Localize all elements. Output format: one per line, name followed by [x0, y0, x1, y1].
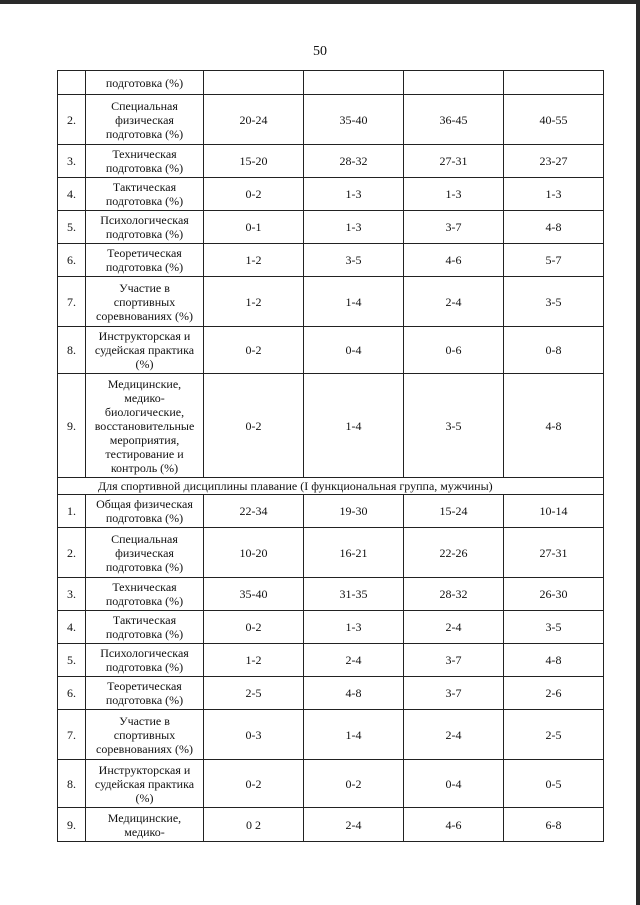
- cell-value: 2-4: [404, 611, 504, 644]
- row-category: Участие в спортивных соревнованиях (%): [86, 710, 204, 760]
- row-number: 7.: [58, 277, 86, 327]
- row-number: 6.: [58, 677, 86, 710]
- cell-value: 1-3: [304, 178, 404, 211]
- cell-value: 22-34: [204, 495, 304, 528]
- row-category: Теоретическая подготовка (%): [86, 677, 204, 710]
- page-number: 50: [313, 44, 327, 59]
- row-category: Психологическая подготовка (%): [86, 211, 204, 244]
- table-row: [58, 677, 604, 710]
- row-number: 9.: [58, 808, 86, 842]
- row-number: 8.: [58, 760, 86, 808]
- cell-value: 1-2: [204, 277, 304, 327]
- cell-value: 2-5: [204, 677, 304, 710]
- cell-value: 1-2: [204, 644, 304, 677]
- row-number: 4.: [58, 611, 86, 644]
- cell-value: 0-2: [204, 611, 304, 644]
- cell-value: 0-5: [504, 760, 604, 808]
- cell-value: [504, 71, 604, 95]
- row-category: Специальная физическая подготовка (%): [86, 95, 204, 145]
- cell-value: 0-8: [504, 327, 604, 374]
- table-row: [58, 277, 604, 327]
- row-category: Тактическая подготовка (%): [86, 611, 204, 644]
- table-row: [58, 528, 604, 578]
- row-category: Тактическая подготовка (%): [86, 178, 204, 211]
- cell-value: 4-8: [504, 644, 604, 677]
- row-category: Теоретическая подготовка (%): [86, 244, 204, 277]
- row-category: Психологическая подготовка (%): [86, 644, 204, 677]
- cell-value: 0-2: [204, 760, 304, 808]
- cell-value: 1-3: [304, 611, 404, 644]
- cell-value: 1-4: [304, 374, 404, 478]
- cell-value: 1-4: [304, 710, 404, 760]
- table-row: [58, 71, 604, 95]
- table-row: [58, 178, 604, 211]
- cell-value: 1-2: [204, 244, 304, 277]
- row-number: 3.: [58, 578, 86, 611]
- row-number: 1.: [58, 495, 86, 528]
- cell-value: 36-45: [404, 95, 504, 145]
- table-row: [58, 611, 604, 644]
- cell-value: 31-35: [304, 578, 404, 611]
- cell-value: 1-3: [404, 178, 504, 211]
- cell-value: 6-8: [504, 808, 604, 842]
- cell-value: [404, 71, 504, 95]
- cell-value: 4-8: [504, 374, 604, 478]
- cell-value: 1-3: [304, 211, 404, 244]
- cell-value: 27-31: [404, 145, 504, 178]
- row-number: 8.: [58, 327, 86, 374]
- cell-value: 2-4: [304, 808, 404, 842]
- row-number: 5.: [58, 211, 86, 244]
- cell-value: 0-3: [204, 710, 304, 760]
- row-category: Участие в спортивных соревнованиях (%): [86, 277, 204, 327]
- row-number: [58, 71, 86, 95]
- cell-value: 0 2: [204, 808, 304, 842]
- cell-value: 15-24: [404, 495, 504, 528]
- row-number: 5.: [58, 644, 86, 677]
- cell-value: 26-30: [504, 578, 604, 611]
- row-number: 3.: [58, 145, 86, 178]
- cell-value: 40-55: [504, 95, 604, 145]
- cell-value: 1-4: [304, 277, 404, 327]
- row-category: Инструкторская и судейская практика (%): [86, 760, 204, 808]
- cell-value: 2-5: [504, 710, 604, 760]
- cell-value: 0-6: [404, 327, 504, 374]
- cell-value: 0-4: [404, 760, 504, 808]
- section-title: Для спортивной дисциплины плавание (I функциональная группа, мужчины): [58, 478, 604, 495]
- table-row: [58, 145, 604, 178]
- cell-value: 4-6: [404, 808, 504, 842]
- cell-value: 35-40: [304, 95, 404, 145]
- scan-border-top: [0, 0, 640, 4]
- cell-value: 2-4: [404, 277, 504, 327]
- row-category: Техническая подготовка (%): [86, 578, 204, 611]
- table-row: [58, 578, 604, 611]
- table-row: [58, 327, 604, 374]
- scan-border-right: [636, 0, 640, 905]
- cell-value: 19-30: [304, 495, 404, 528]
- cell-value: 3-7: [404, 211, 504, 244]
- cell-value: 0-1: [204, 211, 304, 244]
- table-row: [58, 710, 604, 760]
- table-row: [58, 644, 604, 677]
- row-category: Медицинские, медико-: [86, 808, 204, 842]
- cell-value: 4-8: [504, 211, 604, 244]
- table-row: [58, 211, 604, 244]
- cell-value: 20-24: [204, 95, 304, 145]
- cell-value: 3-5: [504, 611, 604, 644]
- row-category: Инструкторская и судейская практика (%): [86, 327, 204, 374]
- cell-value: 0-4: [304, 327, 404, 374]
- section-header-row: [58, 478, 604, 495]
- cell-value: 35-40: [204, 578, 304, 611]
- cell-value: 0-2: [204, 178, 304, 211]
- training-ratio-table: [57, 70, 604, 842]
- row-number: 6.: [58, 244, 86, 277]
- table-row: [58, 495, 604, 528]
- cell-value: 22-26: [404, 528, 504, 578]
- cell-value: 15-20: [204, 145, 304, 178]
- cell-value: 28-32: [404, 578, 504, 611]
- cell-value: 4-8: [304, 677, 404, 710]
- cell-value: 0-2: [304, 760, 404, 808]
- cell-value: 10-14: [504, 495, 604, 528]
- cell-value: 28-32: [304, 145, 404, 178]
- cell-value: 3-7: [404, 644, 504, 677]
- cell-value: 27-31: [504, 528, 604, 578]
- table-row: [58, 244, 604, 277]
- table-row: [58, 95, 604, 145]
- table-row: [58, 374, 604, 478]
- row-category: Медицинские, медико-биологические, восстановительные мероприятия, тестирование и контроль (%): [86, 374, 204, 478]
- cell-value: 3-5: [404, 374, 504, 478]
- cell-value: 2-4: [304, 644, 404, 677]
- table-body: [58, 71, 604, 842]
- row-category: Общая физическая подготовка (%): [86, 495, 204, 528]
- cell-value: [204, 71, 304, 95]
- row-category: Техническая подготовка (%): [86, 145, 204, 178]
- row-category: Специальная физическая подготовка (%): [86, 528, 204, 578]
- row-number: 7.: [58, 710, 86, 760]
- cell-value: 10-20: [204, 528, 304, 578]
- row-category: подготовка (%): [86, 71, 204, 95]
- cell-value: 3-5: [504, 277, 604, 327]
- cell-value: 16-21: [304, 528, 404, 578]
- cell-value: 2-6: [504, 677, 604, 710]
- cell-value: 5-7: [504, 244, 604, 277]
- cell-value: 3-7: [404, 677, 504, 710]
- cell-value: 0-2: [204, 374, 304, 478]
- cell-value: 0-2: [204, 327, 304, 374]
- row-number: 2.: [58, 528, 86, 578]
- cell-value: 1-3: [504, 178, 604, 211]
- cell-value: [304, 71, 404, 95]
- row-number: 9.: [58, 374, 86, 478]
- row-number: 4.: [58, 178, 86, 211]
- cell-value: 23-27: [504, 145, 604, 178]
- cell-value: 2-4: [404, 710, 504, 760]
- cell-value: 4-6: [404, 244, 504, 277]
- cell-value: 3-5: [304, 244, 404, 277]
- table-row: [58, 760, 604, 808]
- table-row: [58, 808, 604, 842]
- row-number: 2.: [58, 95, 86, 145]
